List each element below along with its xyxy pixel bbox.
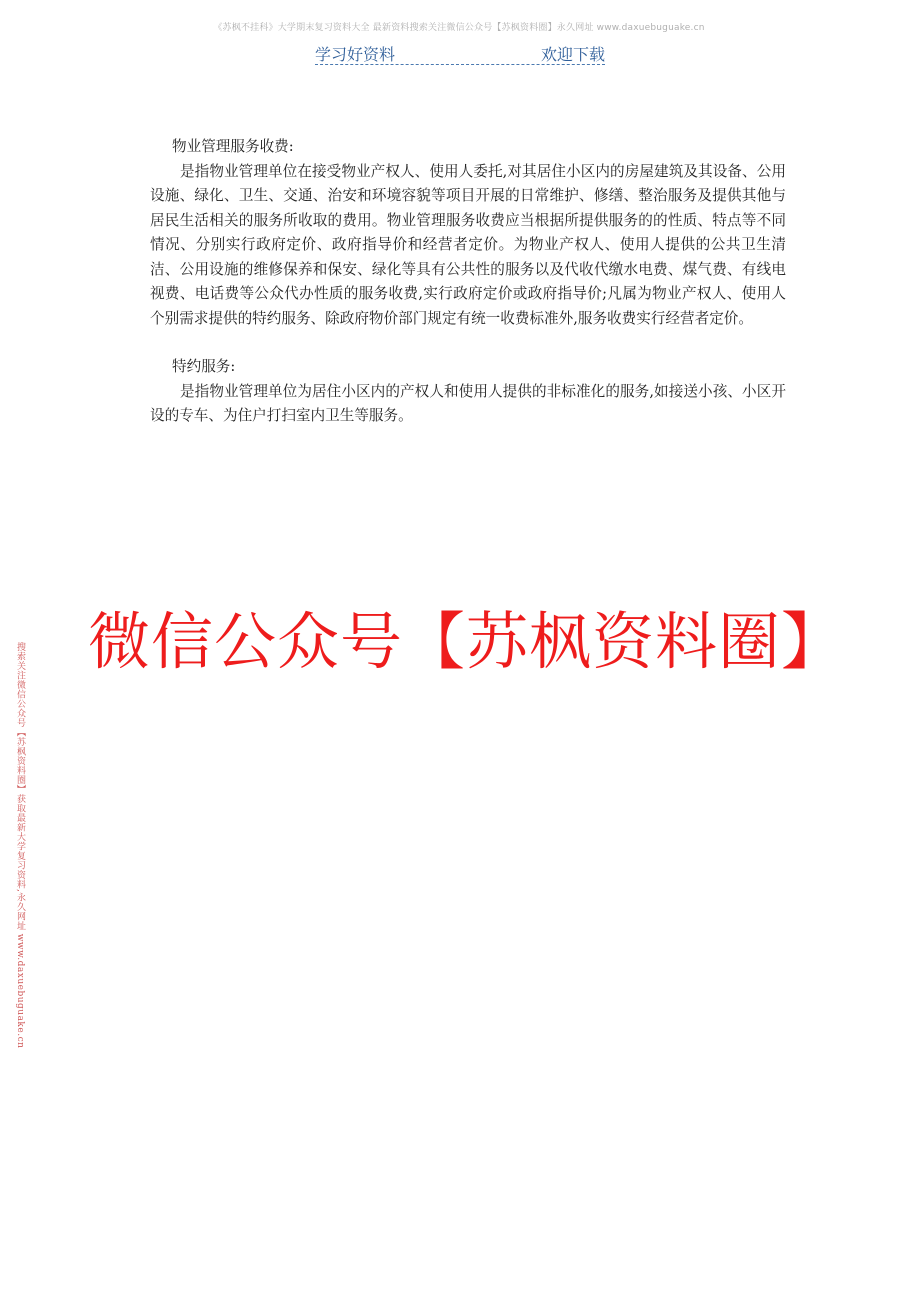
page-header bbox=[315, 42, 605, 65]
header-right-text: 欢迎下载 bbox=[540, 45, 605, 64]
section-title-special: 特约服务: bbox=[172, 358, 236, 375]
top-banner: 《苏枫不挂科》大学期末复习资料大全 最新资料搜索关注微信公众号【苏枫资料圈】永久网址 www.daxuebuguake.cn bbox=[213, 23, 705, 33]
document-body bbox=[150, 135, 786, 429]
header-left-text: 学习好资料 bbox=[315, 45, 396, 64]
section-title-fee: 物业管理服务收费: bbox=[172, 138, 294, 155]
section-body-special: 是指物业管理单位为居住小区内的产权人和使用人提供的非标准化的服务,如接送小孩、小区开设的专车、为住户打扫室内卫生等服务。 bbox=[150, 382, 786, 424]
side-watermark bbox=[14, 642, 30, 1082]
section-spacer bbox=[150, 331, 786, 355]
section-body-fee: 是指物业管理单位在接受物业产权人、使用人委托,对其居住小区内的房屋建筑及其设备、公用设施、绿化、卫生、交通、治安和环境容貌等项目开展的日常维护、修缮、整治服务及提供其他与居民生活相关的服务所收取的费用。物业管理服务收费应当根据所提供服务的的性质、特点等不同情况、分别实行政府定价、政府指导价和经营者定价。为物业产权人、使用人提供的公共卫生清洁、公用设施的维修保养和保安、绿化等具有公共性的服务以及代收代缴水电费、煤气费、有线电视费、电话费等公众代办性质的服务收费,实行政府定价或政府指导价;凡属为物业产权人、使用人个别需求提供的特约服务、除政府物价部门规定有统一收费标准外,服务收费实行经营者定价。 bbox=[150, 162, 786, 327]
side-watermark-text: 搜索关注微信公众号【苏枫资料圈】获取最新大学复习资料,永久网址 www.daxuebuguake.cn bbox=[15, 642, 25, 1049]
red-watermark: 微信公众号【苏枫资料圈】 bbox=[88, 605, 845, 678]
